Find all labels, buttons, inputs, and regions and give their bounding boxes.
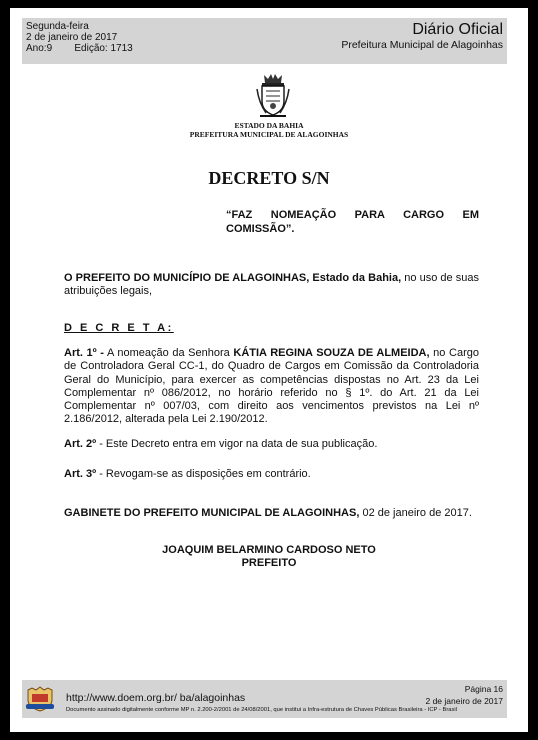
article-1	[64, 347, 479, 427]
header-edition: Ano:9 Edição: 1713	[26, 43, 133, 54]
art3-text: - Revogam-se as disposições em contrário.	[96, 468, 311, 480]
decree-title: DECRETO S/N	[208, 168, 330, 188]
art1-text: no Cargo de Controladora Geral CC-1, do Quadro de Cargos em Comissão da Controladoria Geral do Município, para exercer as competências dispostas no Art. 23 da Lei Complementar nº 086/2012, no horário referido no § 1º. do Art. 21 da Lei Complementar nº 007/03, com direito aos vencimentos previstos na Lei nº 2.186/2012, alterada pela Lei 2.190/2012.	[64, 347, 479, 426]
footer-page-number: Página 16	[464, 684, 503, 694]
page-footer	[22, 680, 507, 718]
decree-ementa: “FAZ NOMEAÇÃO PARA CARGO EM COMISSÃO”.	[226, 209, 479, 235]
signer-role: PREFEITO	[241, 557, 297, 569]
art1-label: Art. 1º -	[64, 347, 104, 359]
closing-bold: GABINETE DO PREFEITO MUNICIPAL DE ALAGOINHAS,	[64, 507, 360, 519]
footer-date: 2 de janeiro de 2017	[425, 696, 503, 706]
coat-of-arms-icon	[256, 73, 290, 119]
art2-label: Art. 2º	[64, 438, 97, 450]
article-2	[64, 438, 479, 451]
art3-label: Art. 3º	[64, 468, 97, 480]
state-line: ESTADO DA BAHIA	[234, 121, 304, 130]
footer-signature-note: Documento assinado digitalmente conforme MP n. 2.200-2/2001 de 24/08/2001, que institui a Infra-estrutura de Chaves Públicas Brasileira - ICP - Brasil	[66, 707, 457, 713]
header-weekday: Segunda-feira	[26, 21, 89, 32]
page-header	[22, 18, 507, 64]
signer-name: JOAQUIM BELARMINO CARDOSO NETO	[162, 544, 376, 556]
header-edition-info	[26, 21, 133, 54]
header-publication	[341, 20, 503, 51]
header-subtitle: Prefeitura Municipal de Alagoinhas	[341, 39, 503, 51]
doem-logo-icon	[24, 686, 56, 712]
header-title: Diário Oficial	[412, 21, 503, 38]
preamble-bold: O PREFEITO DO MUNICÍPIO DE ALAGOINHAS, Estado da Bahia,	[64, 272, 402, 284]
footer-url-link[interactable]: http://www.doem.org.br/ ba/alagoinhas	[66, 692, 246, 704]
closing-date: 02 de janeiro de 2017.	[359, 507, 472, 519]
header-date: 2 de janeiro de 2017	[26, 32, 118, 43]
closing-line	[64, 507, 479, 520]
municipality-line: PREFEITURA MUNICIPAL DE ALAGOINHAS	[189, 130, 349, 139]
article-3	[64, 468, 479, 481]
art1-name: KÁTIA REGINA SOUZA DE ALMEIDA,	[233, 347, 430, 359]
art2-text: - Este Decreto entra em vigor na data de sua publicação.	[96, 438, 378, 450]
preamble-rest: no uso de suas atribuições legais,	[64, 272, 479, 298]
art1-pre: A nomeação da Senhora	[103, 347, 234, 359]
decreta-heading: D E C R E T A:	[64, 322, 174, 334]
decree-preamble	[64, 272, 479, 299]
footer-page-info	[425, 683, 503, 707]
